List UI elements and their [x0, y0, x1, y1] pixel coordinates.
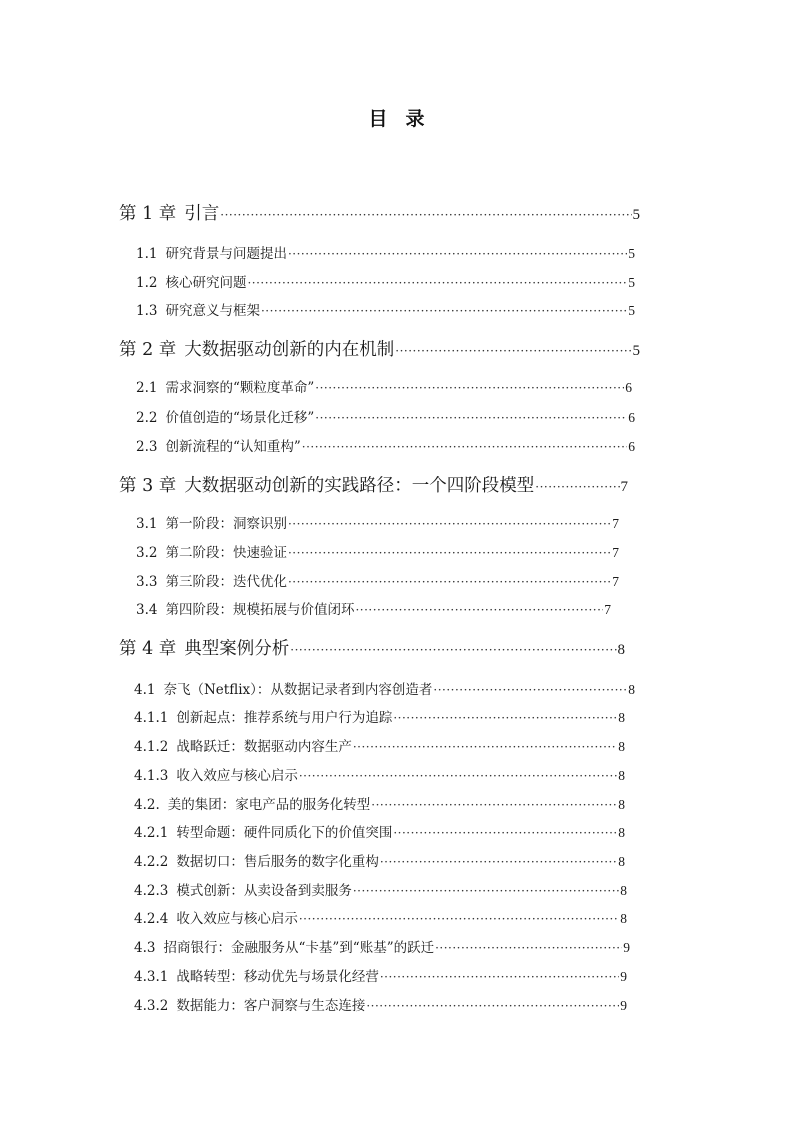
toc-entry-title: 第三阶段：迭代优化	[165, 574, 287, 590]
toc-entry-title: 第一阶段：洞察识别	[165, 516, 287, 532]
toc-entry-title: 战略跃迁：数据驱动内容生产	[176, 739, 352, 755]
toc-entry-number: 4.2.4	[134, 911, 169, 927]
toc-entry-page-number: 6	[628, 410, 635, 425]
toc-entry-page-number: 5	[632, 343, 640, 359]
toc-entry-title: 模式创新：从卖设备到卖服务	[176, 883, 352, 899]
toc-entry-number: 4.2.	[134, 797, 160, 813]
toc-entry-page-number: 8	[617, 642, 625, 658]
toc-entry-chapter[interactable]	[119, 472, 628, 497]
toc-dot-leader	[315, 411, 627, 425]
toc-entry-section[interactable]	[134, 678, 635, 698]
toc-entry-number: 4.2.3	[134, 883, 169, 899]
toc-entry-section[interactable]	[136, 570, 619, 590]
toc-entry-section[interactable]	[136, 376, 632, 396]
toc-entry-page-number: 9	[623, 940, 630, 955]
toc-entry-title: 战略转型：移动优先与场景化经营	[176, 969, 379, 985]
toc-dot-leader	[290, 643, 616, 657]
toc-entry-title: 大数据驱动创新的实践路径：一个四阶段模型	[184, 476, 535, 496]
toc-entry-section[interactable]	[136, 598, 611, 618]
toc-entry-page-number: 8	[618, 710, 625, 725]
toc-entry-section[interactable]	[136, 271, 635, 291]
toc-entry-number: 4.3	[134, 940, 156, 956]
toc-entry-title: 研究意义与框架	[165, 303, 260, 319]
toc-entry-chapter[interactable]	[119, 336, 640, 361]
toc-entry-number: 1.3	[136, 303, 158, 319]
toc-dot-leader	[302, 440, 627, 454]
toc-entry-title: 研究背景与问题提出	[165, 246, 287, 262]
toc-entry-title: 创新流程的“认知重构”	[165, 439, 301, 455]
page-title: 目录	[368, 108, 443, 130]
toc-entry-chapter[interactable]	[119, 200, 640, 225]
toc-dot-leader	[366, 999, 619, 1013]
toc-entry-title: 招商银行：金融服务从“卡基”到“账基”的跃迁	[163, 940, 435, 956]
toc-entry-number: 第 3 章	[119, 476, 177, 496]
toc-entry-number: 1.2	[136, 275, 158, 291]
toc-dot-leader	[380, 970, 619, 984]
toc-entry-title: 第四阶段：规模拓展与价值闭环	[165, 602, 355, 618]
toc-entry-page-number: 8	[618, 854, 625, 869]
toc-entry-section[interactable]	[134, 764, 625, 784]
toc-dot-leader	[220, 208, 631, 222]
toc-entry-title: 引言	[184, 204, 220, 224]
toc-entry-number: 4.3.2	[134, 998, 169, 1014]
toc-entry-page-number: 8	[618, 797, 625, 812]
toc-entry-number: 4.1	[134, 682, 156, 698]
toc-entry-chapter[interactable]	[119, 635, 625, 660]
toc-entry-section[interactable]	[134, 735, 625, 755]
toc-dot-leader	[393, 826, 617, 840]
toc-entry-number: 3.3	[136, 574, 158, 590]
toc-entry-title: 创新起点：推荐系统与用户行为追踪	[176, 710, 393, 726]
toc-entry-title: 需求洞察的“颗粒度革命”	[165, 380, 315, 396]
toc-entry-section[interactable]	[134, 965, 627, 985]
toc-entry-section[interactable]	[136, 435, 635, 455]
toc-entry-number: 4.2.1	[134, 825, 169, 841]
toc-entry-title: 美的集团：家电产品的服务化转型	[167, 797, 371, 813]
toc-entry-page-number: 7	[612, 574, 619, 589]
toc-entry-number: 2.2	[136, 410, 158, 426]
toc-entry-number: 4.1.1	[134, 710, 169, 726]
toc-entry-page-number: 7	[620, 479, 628, 495]
toc-dot-leader	[288, 247, 627, 261]
toc-dot-leader	[261, 304, 627, 318]
toc-entry-page-number: 9	[620, 969, 627, 984]
toc-entry-page-number: 9	[620, 998, 627, 1013]
toc-entry-section[interactable]	[134, 706, 625, 726]
toc-dot-leader	[288, 546, 611, 560]
toc-dot-leader	[433, 683, 627, 697]
toc-entry-page-number: 5	[628, 275, 635, 290]
toc-entry-section[interactable]	[134, 793, 625, 813]
toc-entry-title: 典型案例分析	[184, 639, 290, 659]
toc-dot-leader	[371, 798, 617, 812]
toc-entry-section[interactable]	[134, 850, 625, 870]
toc-entry-page-number: 8	[618, 825, 625, 840]
toc-entry-number: 4.2.2	[134, 854, 169, 870]
toc-entry-section[interactable]	[134, 994, 627, 1014]
toc-dot-leader	[288, 575, 611, 589]
toc-entry-page-number: 5	[628, 303, 635, 318]
toc-dot-leader	[380, 855, 617, 869]
toc-dot-leader	[393, 711, 617, 725]
toc-entry-page-number: 5	[632, 207, 640, 223]
toc-dot-leader	[355, 603, 603, 617]
toc-entry-number: 3.1	[136, 516, 158, 532]
toc-entry-number: 1.1	[136, 246, 158, 262]
toc-entry-section[interactable]	[136, 512, 619, 532]
toc-entry-title: 收入效应与核心启示	[176, 768, 298, 784]
toc-dot-leader	[299, 769, 617, 783]
toc-dot-leader	[535, 480, 619, 494]
toc-entry-section[interactable]	[136, 406, 635, 426]
toc-entry-section[interactable]	[136, 299, 635, 319]
toc-entry-page-number: 7	[604, 602, 611, 617]
toc-entry-section[interactable]	[134, 936, 630, 956]
toc-dot-leader	[353, 884, 619, 898]
toc-dot-leader	[288, 517, 611, 531]
toc-entry-number: 3.4	[136, 602, 158, 618]
toc-entry-page-number: 6	[628, 439, 635, 454]
toc-entry-page-number: 7	[612, 516, 619, 531]
toc-dot-leader	[247, 276, 627, 290]
toc-entry-title: 价值创造的“场景化迁移”	[165, 410, 315, 426]
toc-entry-title: 核心研究问题	[165, 275, 247, 291]
toc-entry-title: 数据切口：售后服务的数字化重构	[176, 854, 379, 870]
toc-entry-title: 第二阶段：快速验证	[165, 545, 287, 561]
toc-entry-section[interactable]	[134, 821, 625, 841]
toc-dot-leader	[315, 381, 624, 395]
toc-entry-number: 2.3	[136, 439, 158, 455]
toc-entry-title: 转型命题：硬件同质化下的价值突围	[176, 825, 393, 841]
toc-dot-leader	[299, 912, 619, 926]
toc-entry-page-number: 8	[620, 911, 627, 926]
toc-entry-title: 数据能力：客户洞察与生态连接	[176, 998, 366, 1014]
toc-dot-leader	[435, 941, 622, 955]
toc-entry-section[interactable]	[136, 541, 619, 561]
toc-dot-leader	[353, 740, 617, 754]
toc-entry-number: 4.1.2	[134, 739, 169, 755]
toc-entry-number: 4.1.3	[134, 768, 169, 784]
toc-dot-leader	[395, 344, 631, 358]
toc-entry-section[interactable]	[134, 907, 627, 927]
toc-entry-page-number: 8	[618, 768, 625, 783]
toc-entry-page-number: 6	[625, 380, 632, 395]
toc-entry-section[interactable]	[134, 879, 627, 899]
toc-entry-title: 奈飞（Netflix）：从数据记录者到内容创造者	[163, 682, 433, 698]
toc-entry-number: 2.1	[136, 380, 158, 396]
toc-entry-page-number: 7	[612, 545, 619, 560]
toc-entry-page-number: 8	[628, 682, 635, 697]
toc-entry-page-number: 8	[620, 883, 627, 898]
toc-entry-number: 4.3.1	[134, 969, 169, 985]
toc-entry-number: 第 2 章	[119, 340, 177, 360]
toc-entry-number: 3.2	[136, 545, 158, 561]
toc-entry-title: 大数据驱动创新的内在机制	[184, 340, 395, 360]
toc-entry-section[interactable]	[136, 242, 635, 262]
toc-entry-page-number: 5	[628, 246, 635, 261]
toc-entry-number: 第 1 章	[119, 204, 177, 224]
toc-entry-page-number: 8	[618, 739, 625, 754]
toc-entry-title: 收入效应与核心启示	[176, 911, 298, 927]
toc-entry-number: 第 4 章	[119, 639, 177, 659]
